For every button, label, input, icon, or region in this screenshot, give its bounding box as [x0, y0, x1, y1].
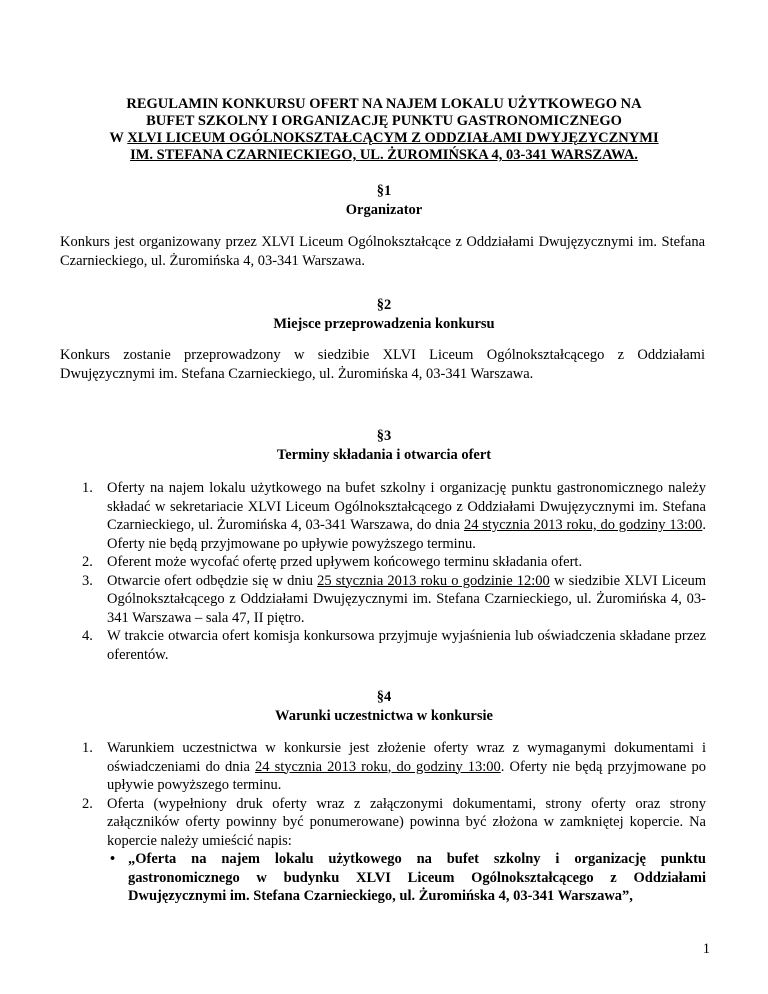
page-number: 1 [702, 941, 710, 957]
title-line-2: BUFET SZKOLNY I ORGANIZACJĘ PUNKTU GASTRONOMICZNEGO [146, 113, 622, 129]
item-text-after: . Oferty nie będą przyjmowane po upływie powyższego terminu. [107, 517, 706, 552]
item-date: 25 stycznia 2013 roku o godzinie 12:00 [317, 572, 550, 589]
section-1-number: §1 [376, 183, 392, 199]
item-text-after: w siedzibie XLVI Liceum Ogólnokształcącego z Oddziałami Dwujęzycznymi im. Stefana Czarnieckiego, ul. Żuromińska 4, 03-341 Warszawa – sala 47, II piętro. [107, 572, 707, 626]
item-number: 2. [82, 795, 93, 812]
section-4-item-2 [82, 795, 706, 906]
section-4-item-1 [82, 739, 706, 795]
item-number: 4. [82, 628, 93, 644]
section-3-heading: Terminy składania i otwarcia ofert [276, 447, 492, 463]
section-2-number: §2 [376, 297, 392, 313]
section-4-list [82, 739, 706, 906]
section-3-item-2 [82, 553, 706, 572]
section-3-item-4 [82, 627, 706, 664]
section-2-heading: Miejsce przeprowadzenia konkursu [273, 316, 495, 332]
item-number: 1. [82, 480, 93, 496]
section-4-number: §4 [376, 689, 392, 705]
item-number: 2. [82, 554, 93, 570]
item-deadline: 24 stycznia 2013 roku, do godziny 13:00 [463, 517, 703, 533]
section-2-body [60, 346, 705, 383]
title-line-3 [60, 130, 708, 147]
section-1-body [60, 233, 705, 270]
item-text: Oferent może wycofać ofertę przed upływem końcowego terminu składania ofert. [107, 554, 583, 570]
bullet-icon: • [110, 851, 116, 867]
section-1-text: Konkurs jest organizowany przez XLVI Liceum Ogólnokształcące z Oddziałami Dwujęzycznymi im. Stefana Czarnieckiego, ul. Żuromińska 4, 03-341 Warszawa. [60, 234, 705, 269]
envelope-label-bullet [107, 850, 706, 906]
item-text: W trakcie otwarcia ofert komisja konkursowa przyjmuje wyjaśnienia lub oświadczenia składane przez oferentów. [107, 628, 706, 663]
section-3-item-1 [82, 479, 706, 553]
section-3-item-3 [82, 572, 706, 628]
section-4-heading: Warunki uczestnictwa w konkursie [275, 708, 493, 724]
title-line-1: REGULAMIN KONKURSU OFERT NA NAJEM LOKALU UŻYTKOWEGO NA [126, 96, 642, 112]
item-deadline: 24 stycznia 2013 roku, do godziny 13:00 [255, 758, 501, 775]
section-2-text: Konkurs zostanie przeprowadzony w siedzibie XLVI Liceum Ogólnokształcącego z Oddziałami Dwujęzycznymi im. Stefana Czarnieckiego, ul. Żuromińska 4, 03-341 Warszawa. [60, 347, 705, 382]
item-text: Oferty na najem lokalu użytkowego na bufet szkolny i organizację punktu gastronomicznego należy składać w sekretariacie XLVI Liceum Ogólnokształcącego z Oddziałami Dwujęzycznymi im. Stefana Czarnieckiego, ul. Żuromińska 4, 03-341 Warszawa, do dnia [107, 480, 706, 533]
item-text: Otwarcie ofert odbędzie się w dniu [107, 572, 318, 589]
envelope-label-text: „Oferta na najem lokalu użytkowego na bufet szkolny i organizację punktu gastronomicznego w budynku XLVI Liceum Ogólnokształcącego z Oddziałami Dwujęzycznymi im. Stefana Czarnieckiego, ul. Żuromińska 4, 03-341 Warszawa”, [128, 851, 706, 904]
item-number: 3. [82, 572, 93, 589]
section-3-number: §3 [376, 428, 392, 444]
section-1-heading: Organizator [345, 202, 423, 218]
title-line-4: IM. STEFANA CZARNIECKIEGO, UL. ŻUROMIŃSKA 4, 03-341 WARSZAWA. [130, 147, 638, 163]
section-2-header [60, 296, 708, 334]
item-text: Warunkiem uczestnictwa w konkursie jest złożenie oferty wraz z wymaganymi dokumentami i oświadczeniami do dnia [107, 740, 706, 775]
item-text-after: . Oferty nie będą przyjmowane po upływie powyższego terminu. [107, 758, 706, 793]
item-number: 1. [82, 740, 93, 756]
section-4-header [60, 688, 708, 726]
title-line-3-underlined: XLVI LICEUM OGÓLNOKSZTAŁCĄCYM Z ODDZIAŁAMI DWYJĘZYCZNYMI [127, 130, 659, 146]
section-3-list [82, 479, 706, 664]
section-1-header [60, 182, 708, 220]
section-3-header [60, 427, 708, 465]
item-text: Oferta (wypełniony druk oferty wraz z załączonymi dokumentami, strony oferty oraz strony załączników oferty powinny być ponumerowane) powinna być złożona w zamkniętej kopercie. Na kopercie należy umieścić napis: [107, 795, 706, 849]
title-line-3-prefix: W [109, 130, 128, 146]
document-title [60, 96, 708, 164]
